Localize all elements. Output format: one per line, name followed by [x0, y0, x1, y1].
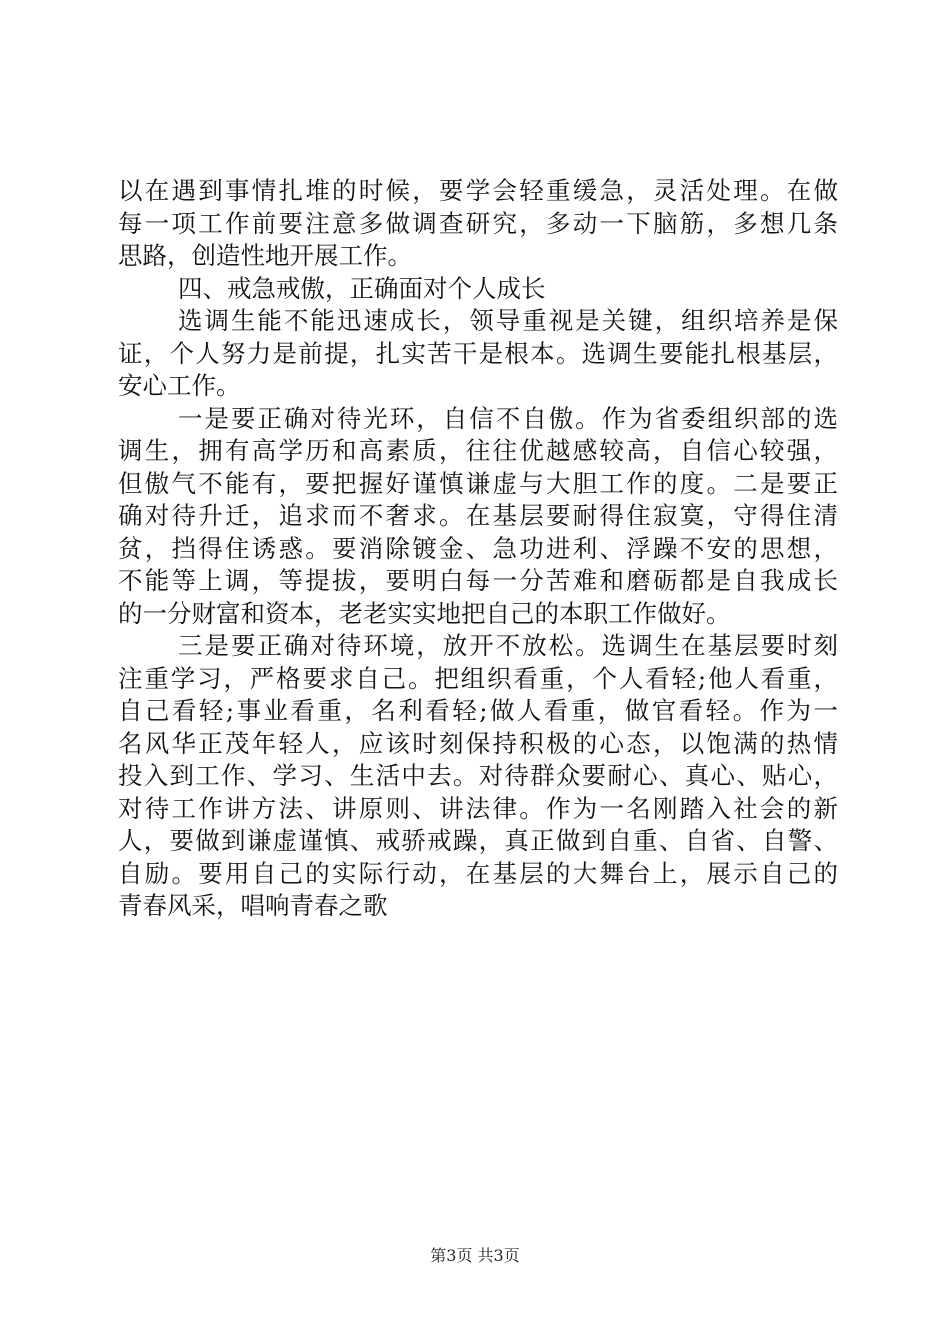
text-line: 名风华正茂年轻人，应该时刻保持积极的心态，以饱满的热情 — [118, 728, 838, 758]
text-line: 但傲气不能有，要把握好谨慎谦虚与大胆工作的度。二是要正 — [118, 468, 838, 498]
text-line: 每一项工作前要注意多做调查研究，多动一下脑筋，多想几条 — [118, 208, 838, 238]
text-line: 的一分财富和资本，老老实实地把自己的本职工作做好。 — [118, 598, 731, 628]
text-line: 人，要做到谦虚谨慎、戒骄戒躁，真正做到自重、自省、自警、 — [118, 826, 838, 855]
text-line: 自己看轻;事业看重，名利看轻;做人看重，做官看轻。作为一 — [118, 696, 838, 725]
text-line: 安心工作。 — [118, 371, 241, 400]
text-line: 投入到工作、学习、生活中去。对待群众要耐心、真心、贴心， — [118, 761, 838, 790]
text-line: 自励。要用自己的实际行动，在基层的大舞台上，展示自己的 — [118, 858, 838, 888]
section-heading: 四、戒急戒傲，正确面对个人成长 — [178, 273, 546, 303]
text-line: 证，个人努力是前提，扎实苦干是根本。选调生要能扎根基层， — [118, 338, 838, 368]
text-line: 不能等上调，等提拔，要明白每一分苦难和磨砺都是自我成长 — [118, 566, 838, 595]
text-line: 选调生能不能迅速成长，领导重视是关键，组织培养是保 — [178, 306, 838, 335]
document-body — [118, 175, 838, 923]
text-line: 对待工作讲方法、讲原则、讲法律。作为一名刚踏入社会的新 — [118, 793, 838, 823]
text-line: 调生，拥有高学历和高素质，往往优越感较高，自信心较强， — [118, 436, 838, 465]
page-number-footer: 第3页 共3页 — [430, 1246, 520, 1265]
text-line: 以在遇到事情扎堆的时候，要学会轻重缓急，灵活处理。在做 — [118, 176, 838, 205]
text-line: 贫，挡得住诱惑。要消除镀金、急功进利、浮躁不安的思想， — [118, 533, 838, 563]
text-line: 青春风采，唱响青春之歌 — [118, 891, 388, 920]
text-line: 三是要正确对待环境，放开不放松。选调生在基层要时刻 — [178, 631, 838, 660]
text-line: 一是要正确对待光环，自信不自傲。作为省委组织部的选 — [178, 403, 838, 433]
text-line: 注重学习，严格要求自己。把组织看重，个人看轻;他人看重， — [118, 663, 838, 693]
text-line: 确对待升迁，追求而不奢求。在基层要耐得住寂寞，守得住清 — [118, 501, 838, 530]
text-line: 思路，创造性地开展工作。 — [118, 241, 412, 270]
